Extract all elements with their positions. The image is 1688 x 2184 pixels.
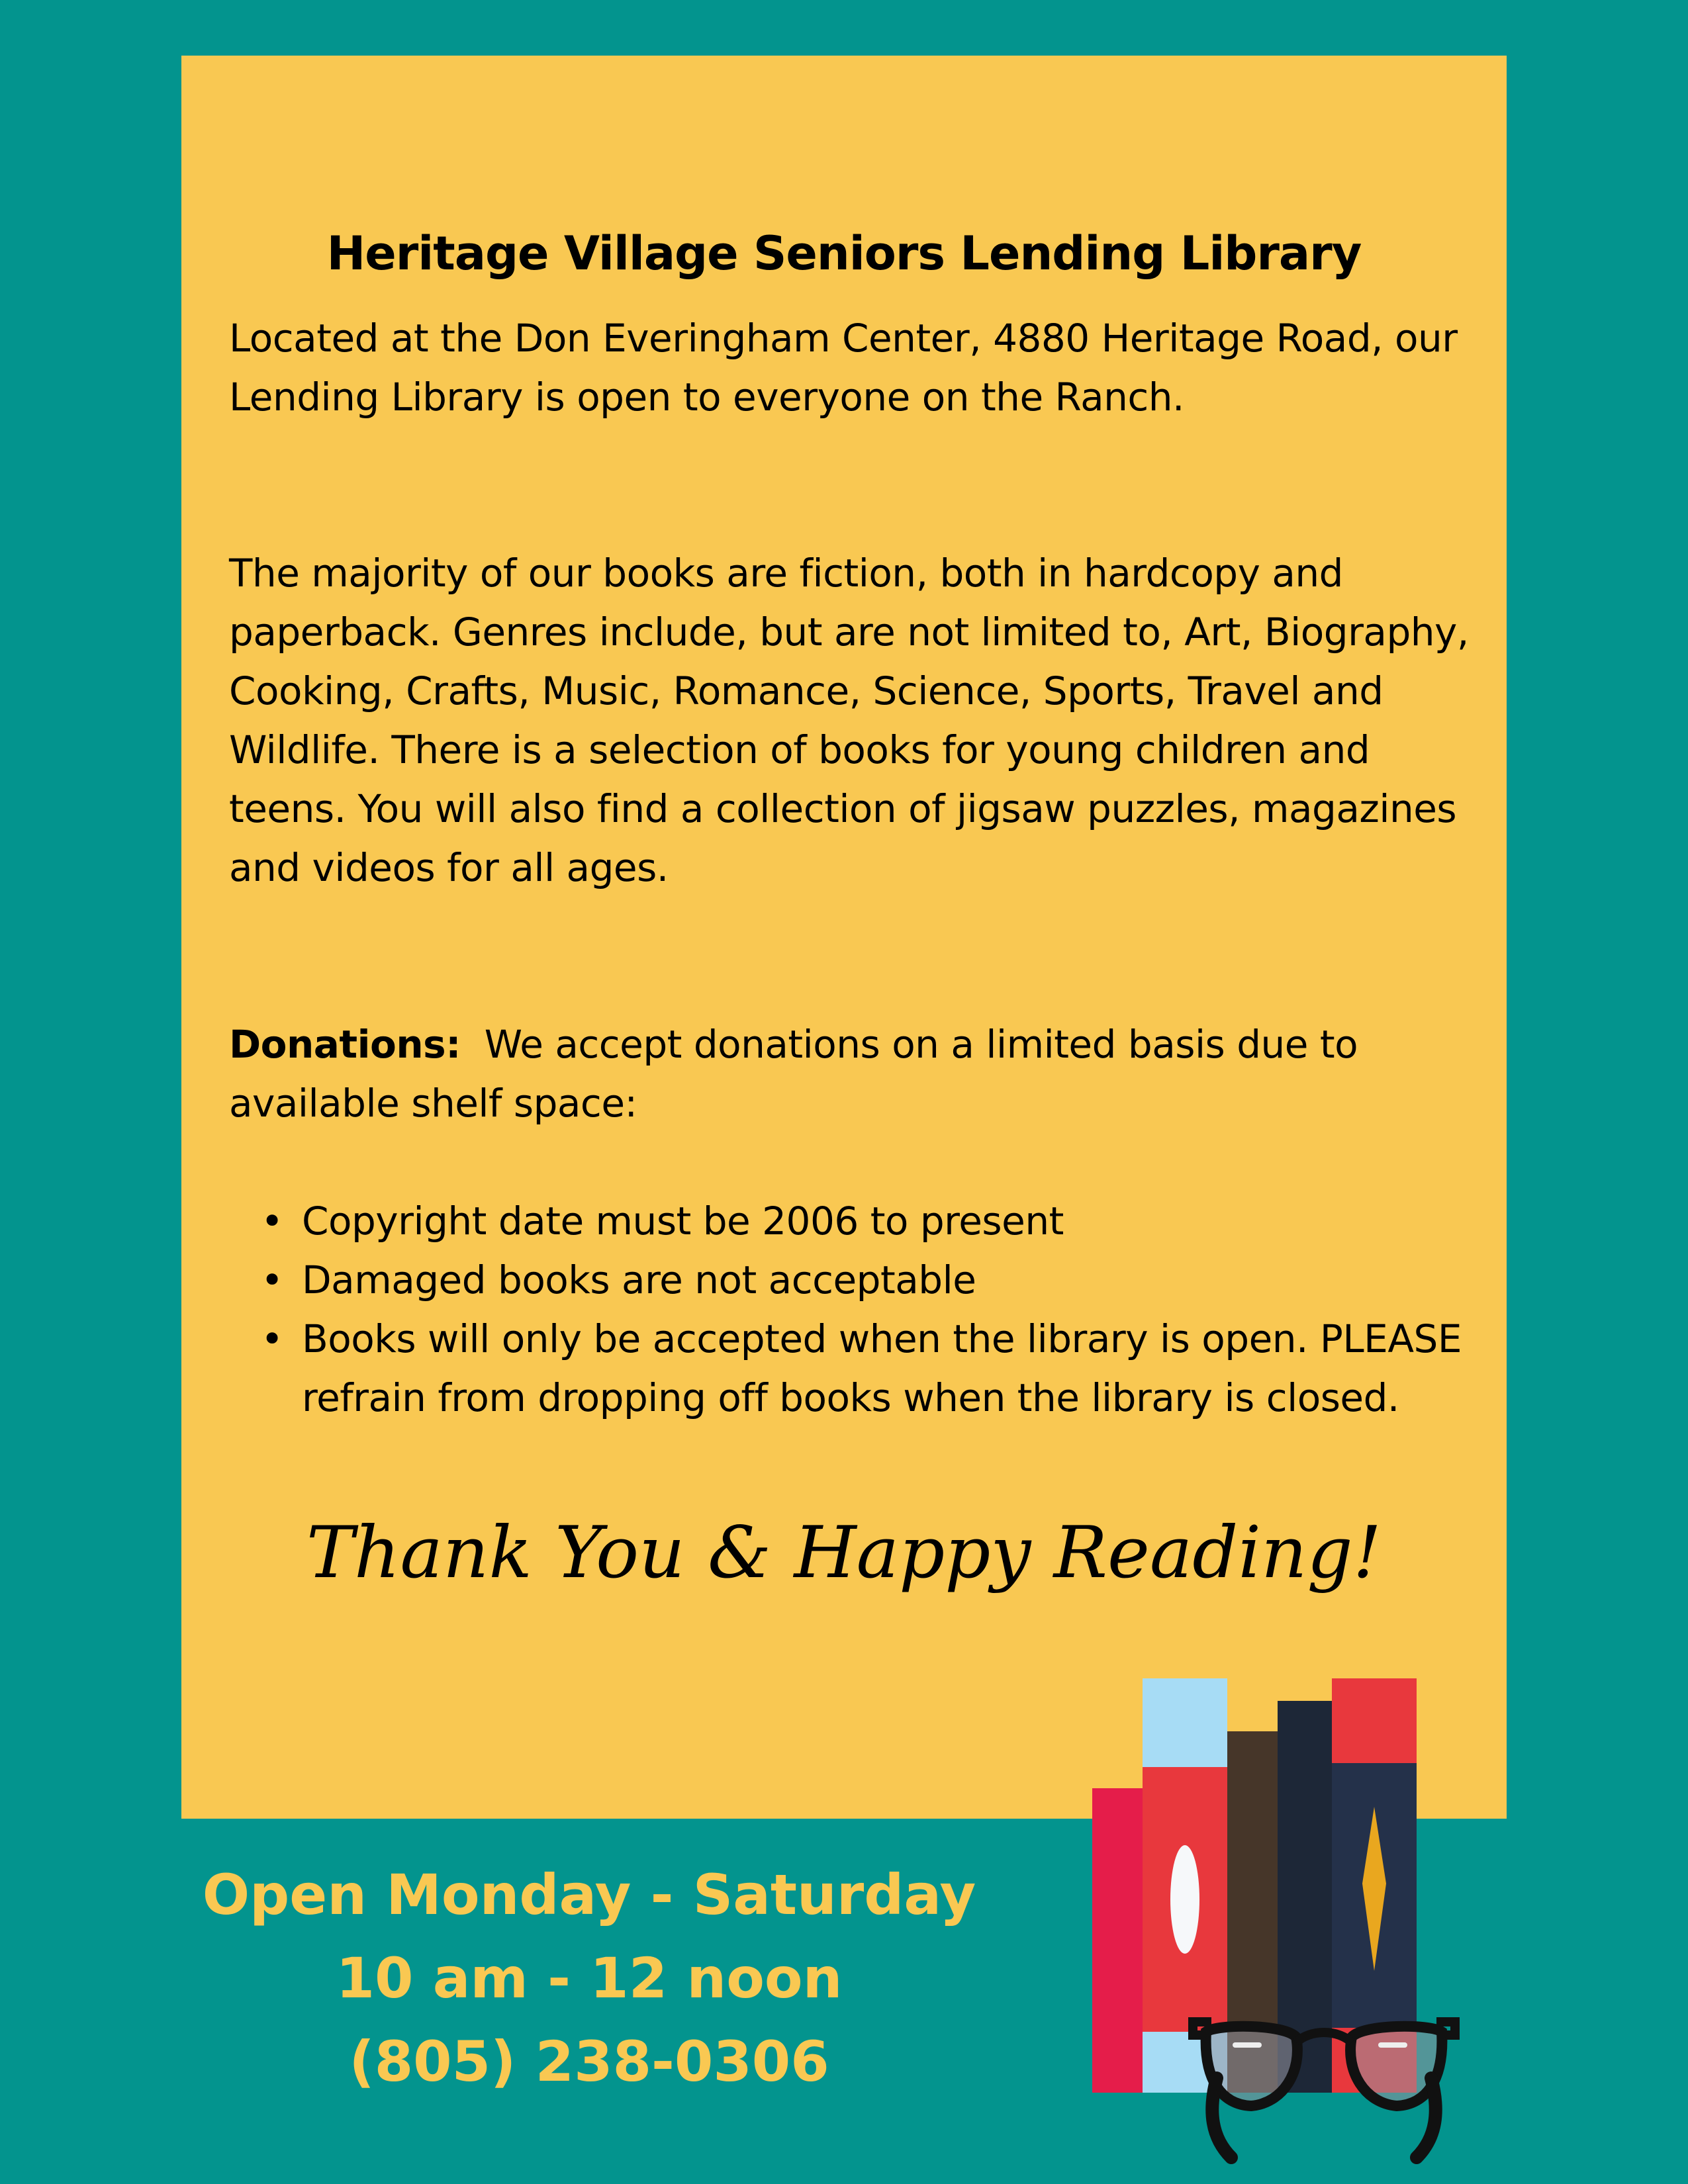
closing-message: Thank You & Happy Reading! xyxy=(306,1512,1382,1594)
donations-label: Donations: xyxy=(229,1022,461,1067)
page-title: Heritage Village Seniors Lending Library xyxy=(326,226,1362,281)
phone-number: (805) 238-0306 xyxy=(349,2029,829,2094)
list-item: • Books will only be accepted when the library is open. PLEASE refrain from dropping off books when the library is closed. xyxy=(302,1310,1546,1428)
location-paragraph: Located at the Don Everingham Center, 4880 Heritage Road, our Lending Library is open to everyone on the Ranch. xyxy=(229,316,1458,420)
hours-block xyxy=(192,1853,986,2103)
open-days: Open Monday - Saturday xyxy=(202,1862,976,1927)
donation-rules-list xyxy=(229,1192,1546,1428)
open-time: 10 am - 12 noon xyxy=(336,1946,843,2011)
book-spine-pink xyxy=(1092,1788,1143,2093)
collection-paragraph: The majority of our books are fiction, both in hardcopy and paperback. Genres include, but are not limited to, Art, Biography, Cooking, Crafts, Music, Romance, Science, Sports, Travel and Wildlife. There is a selection of books for young children and teens. You will also find a collection of jigsaw puzzles, magazines and videos for all ages. xyxy=(229,551,1469,890)
list-item: • Damaged books are not acceptable xyxy=(302,1251,1546,1310)
books-stack-icon xyxy=(1086,1674,1503,2184)
book-oval-emblem xyxy=(1170,1845,1199,1954)
donations-text: We accept donations on a limited basis due to available shelf space: xyxy=(229,1022,1358,1126)
donations-paragraph xyxy=(229,1015,1474,1133)
info-card xyxy=(181,56,1507,1819)
list-item: • Copyright date must be 2006 to present xyxy=(302,1192,1546,1251)
